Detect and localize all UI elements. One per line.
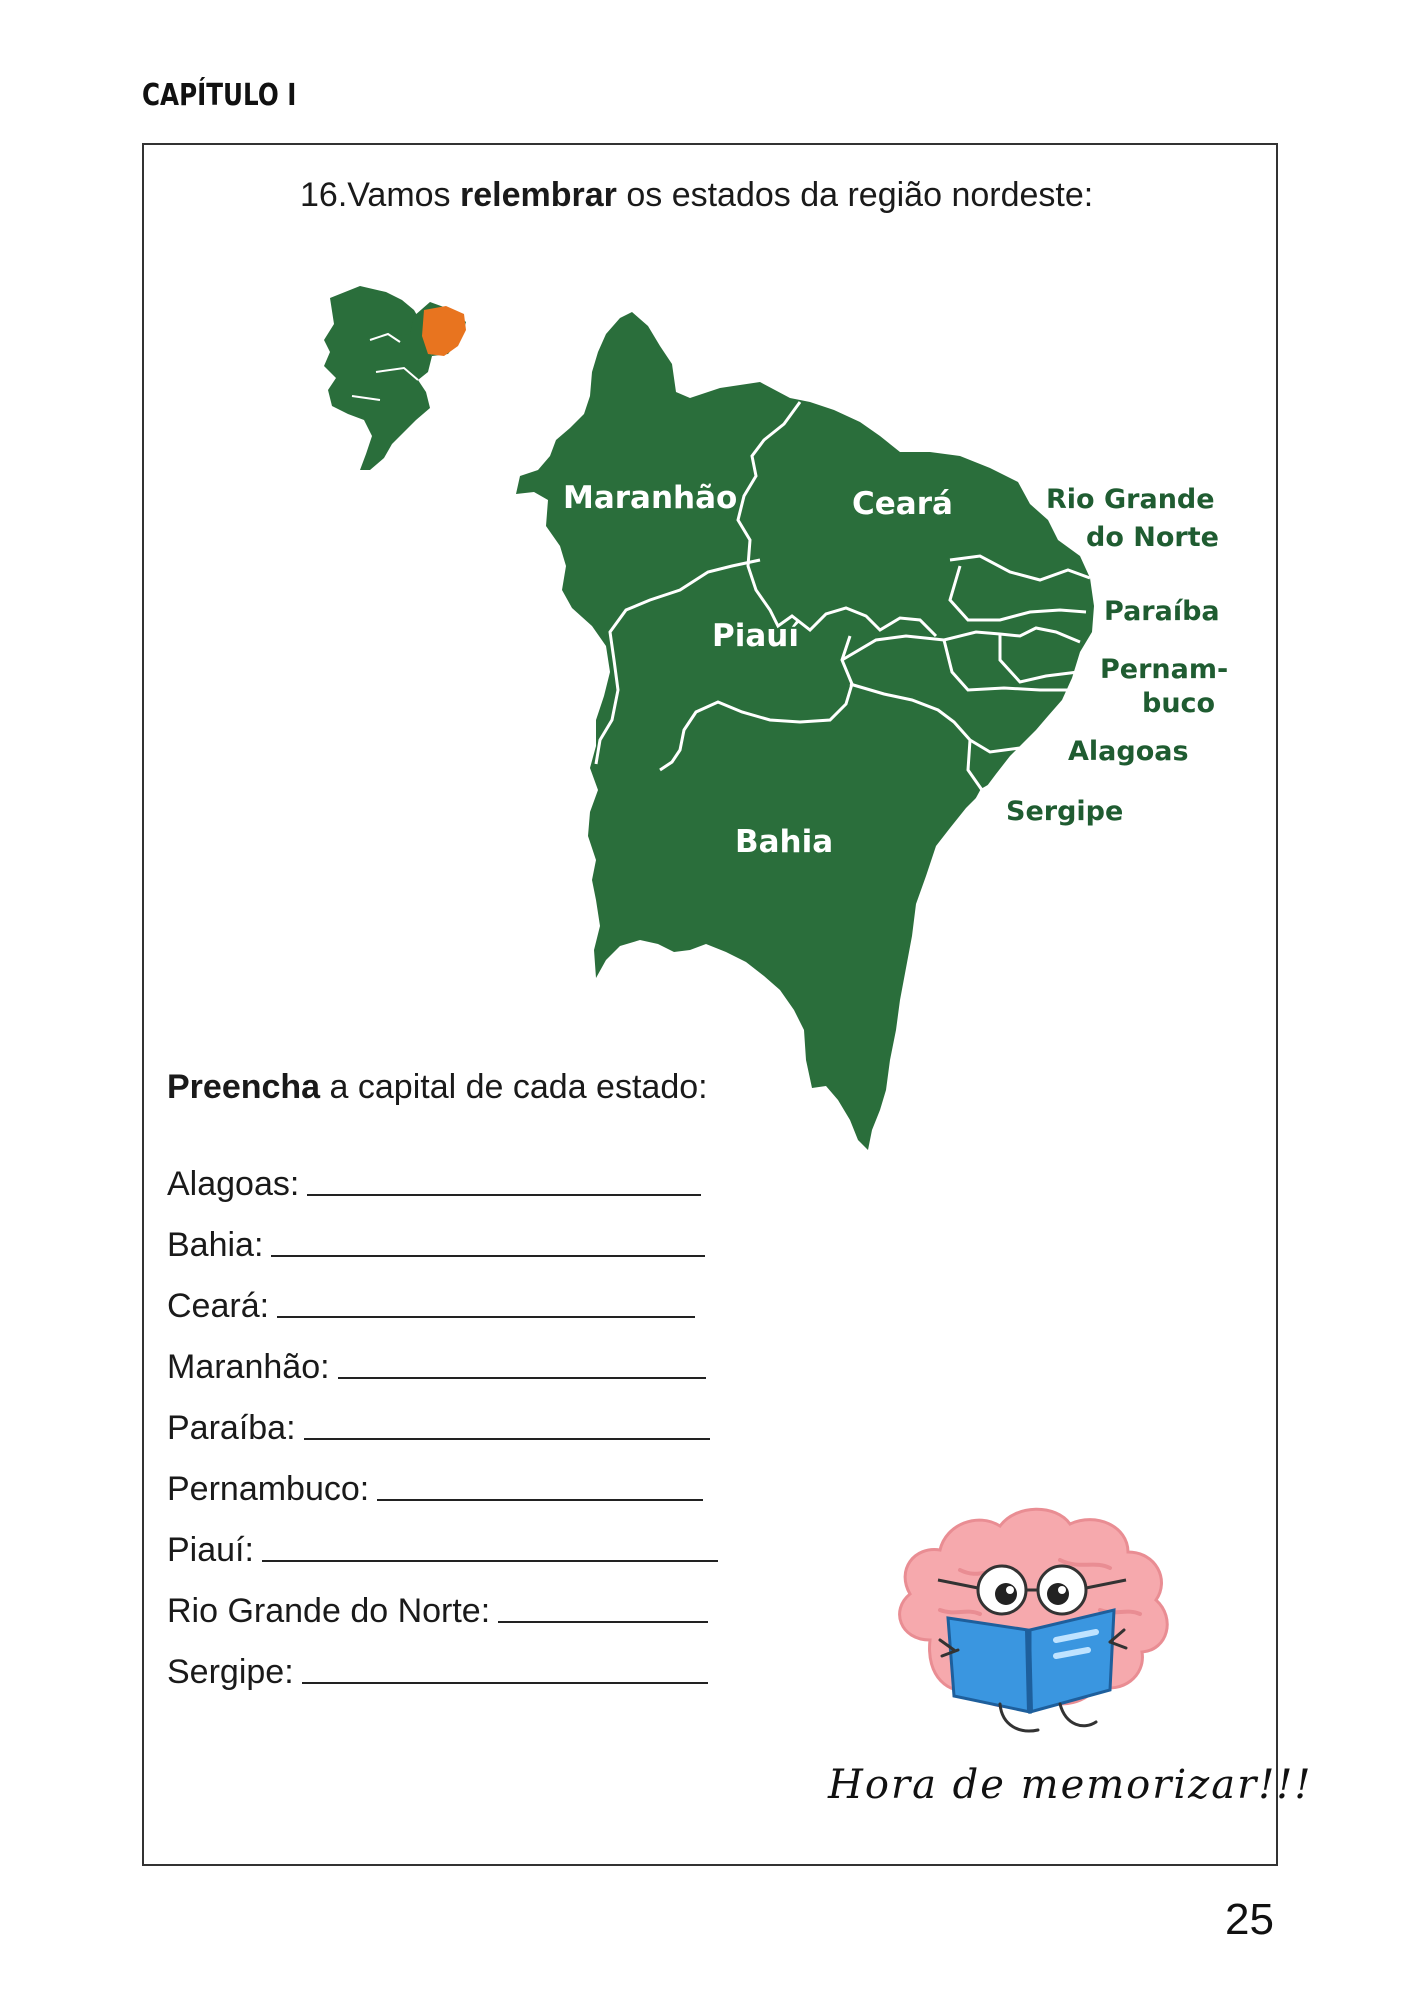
fill-label: Ceará:: [167, 1287, 270, 1325]
brazil-mini-map-icon: [324, 286, 466, 470]
fill-row-piaui: [167, 1526, 718, 1570]
label-maranhao: Maranhão: [563, 480, 738, 516]
label-sergipe: Sergipe: [1006, 796, 1124, 827]
fill-label: Alagoas:: [167, 1165, 300, 1203]
fill-label: Paraíba:: [167, 1409, 296, 1447]
answer-line[interactable]: [307, 1194, 701, 1196]
answer-line[interactable]: [498, 1621, 708, 1623]
fill-label: Sergipe:: [167, 1653, 294, 1691]
question-prefix: 16.Vamos: [300, 176, 461, 214]
northeast-region-shape: [516, 312, 1228, 1150]
label-alagoas: Alagoas: [1068, 736, 1189, 767]
fill-row-pernambuco: [167, 1465, 703, 1509]
label-pernambuco-line1: Pernam-: [1100, 654, 1229, 685]
brain-reading-book-icon: [870, 1490, 1200, 1750]
answer-line[interactable]: [304, 1438, 710, 1440]
fill-label: Piauí:: [167, 1531, 254, 1569]
fill-label: Bahia:: [167, 1226, 264, 1264]
fill-row-rio-grande-do-norte: [167, 1587, 708, 1631]
slogan-text: Hora de memorizar!!!: [828, 1762, 1313, 1808]
label-piaui: Piauí: [712, 618, 799, 654]
fill-row-maranhao: [167, 1343, 706, 1387]
fill-row-bahia: [167, 1221, 705, 1265]
fill-row-alagoas: [167, 1160, 701, 1204]
fill-label: Pernambuco:: [167, 1470, 370, 1508]
fill-row-paraiba: [167, 1404, 710, 1448]
page-number: 25: [1225, 1895, 1274, 1944]
label-ceara: Ceará: [852, 486, 953, 522]
question-suffix: os estados da região nordeste:: [616, 176, 1094, 214]
label-pernambuco-line2: buco: [1142, 688, 1216, 719]
fill-label: Rio Grande do Norte:: [167, 1592, 491, 1630]
answer-line[interactable]: [271, 1255, 705, 1257]
instruction-rest: a capital de cada estado:: [320, 1068, 708, 1106]
answer-line[interactable]: [338, 1377, 706, 1379]
label-paraiba: Paraíba: [1104, 596, 1220, 627]
fill-row-ceara: [167, 1282, 695, 1326]
instruction-text: [167, 1068, 708, 1107]
label-bahia: Bahia: [735, 824, 834, 860]
fill-row-sergipe: [167, 1648, 708, 1692]
instruction-bold: Preencha: [167, 1068, 321, 1106]
fill-label: Maranhão:: [167, 1348, 330, 1386]
answer-line[interactable]: [277, 1316, 695, 1318]
answer-line[interactable]: [302, 1682, 708, 1684]
question-bold: relembrar: [460, 176, 617, 214]
northeast-highlight-shape: [422, 306, 466, 356]
label-rgn-line2: do Norte: [1086, 522, 1219, 553]
answer-line[interactable]: [377, 1499, 703, 1501]
answer-line[interactable]: [262, 1560, 718, 1562]
label-rgn-line1: Rio Grande: [1046, 484, 1215, 515]
chapter-title: CAPÍTULO I: [142, 78, 297, 113]
